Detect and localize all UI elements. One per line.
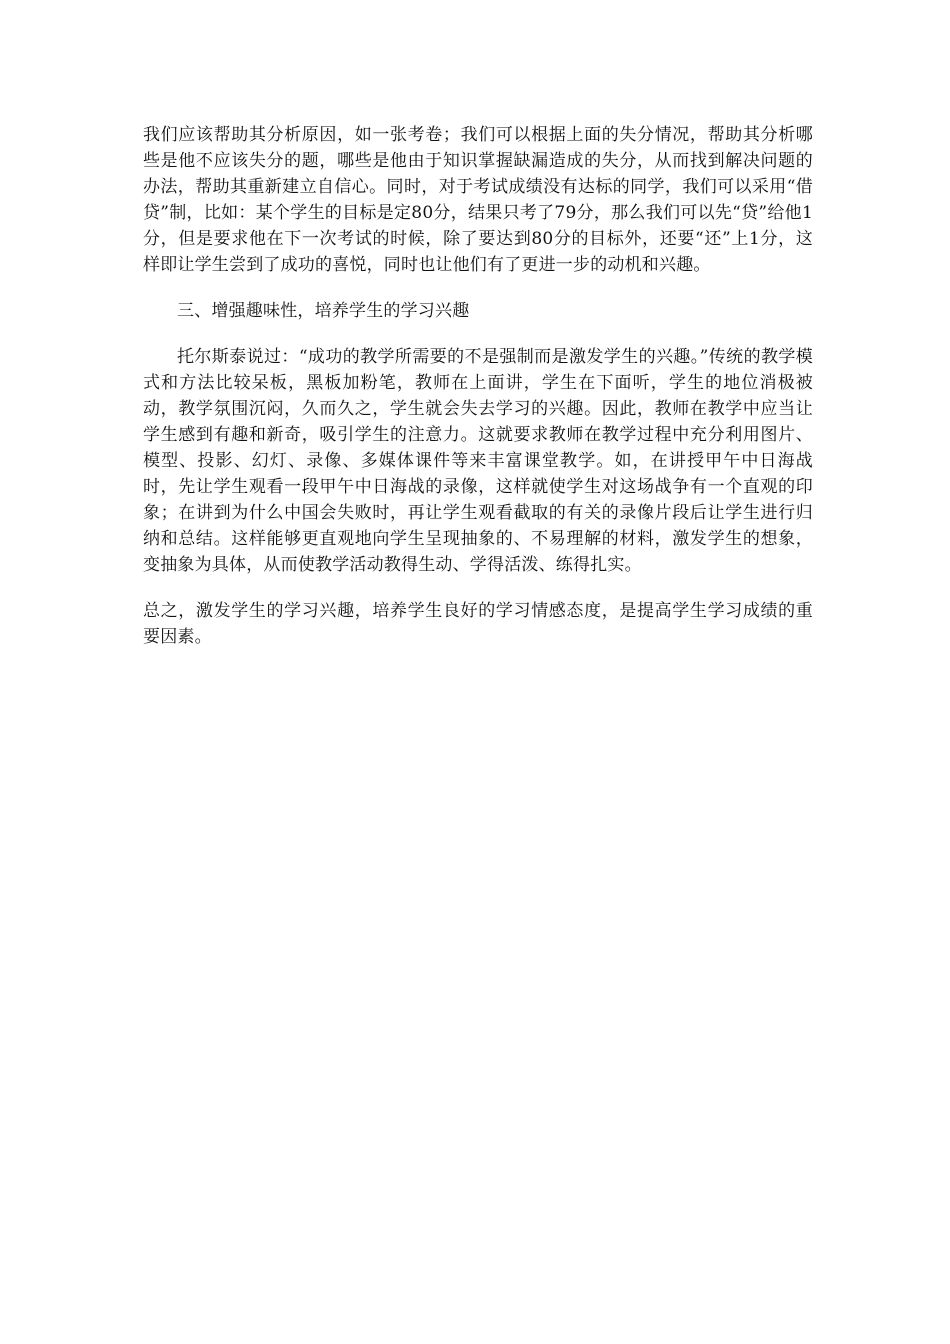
paragraph-tolstoy-quote: 托尔斯泰说过：“成功的教学所需要的不是强制而是激发学生的兴趣。”传统的教学模式和方法比较呆板，黑板加粉笔，教师在上面讲，学生在下面听，学生的地位消极被动，教学氛围沉闷，久而久之，学生就会失去学习的兴趣。因此，教师在教学中应当让学生感到有趣和新奇，吸引学生的注意力。这就要求教师在教学过程中充分利用图片、模型、投影、幻灯、录像、多媒体课件等来丰富课堂教学。如，在讲授甲午中日海战时，先让学生观看一段甲午中日海战的录像，这样就使学生对这场战争有一个直观的印象；在讲到为什么中国会失败时，再让学生观看截取的有关的录像片段后让学生进行归纳和总结。这样能够更直观地向学生呈现抽象的、不易理解的材料，激发学生的想象，变抽象为具体，从而使教学活动教得生动、学得活泼、练得扎实。: [143, 347, 813, 575]
document-body: [143, 122, 813, 650]
section-heading-interest: 三、增强趣味性，培养学生的学习兴趣: [177, 301, 470, 321]
paragraph-analysis-and-credit: 我们应该帮助其分析原因，如一张考卷；我们可以根据上面的失分情况，帮助其分析哪些是他不应该失分的题，哪些是他由于知识掌握缺漏造成的失分，从而找到解决问题的办法，帮助其重新建立自信心。同时，对于考试成绩没有达标的同学，我们可以采用“借贷”制，比如：某个学生的目标是定80分，结果只考了79分，那么我们可以先“贷”给他1分，但是要求他在下一次考试的时候，除了要达到80分的目标外，还要“还”上1分，这样即让学生尝到了成功的喜悦，同时也让他们有了更进一步的动机和兴趣。: [143, 125, 813, 275]
paragraph-conclusion: 总之，激发学生的学习兴趣，培养学生良好的学习情感态度，是提高学生学习成绩的重要因素。: [143, 601, 813, 647]
